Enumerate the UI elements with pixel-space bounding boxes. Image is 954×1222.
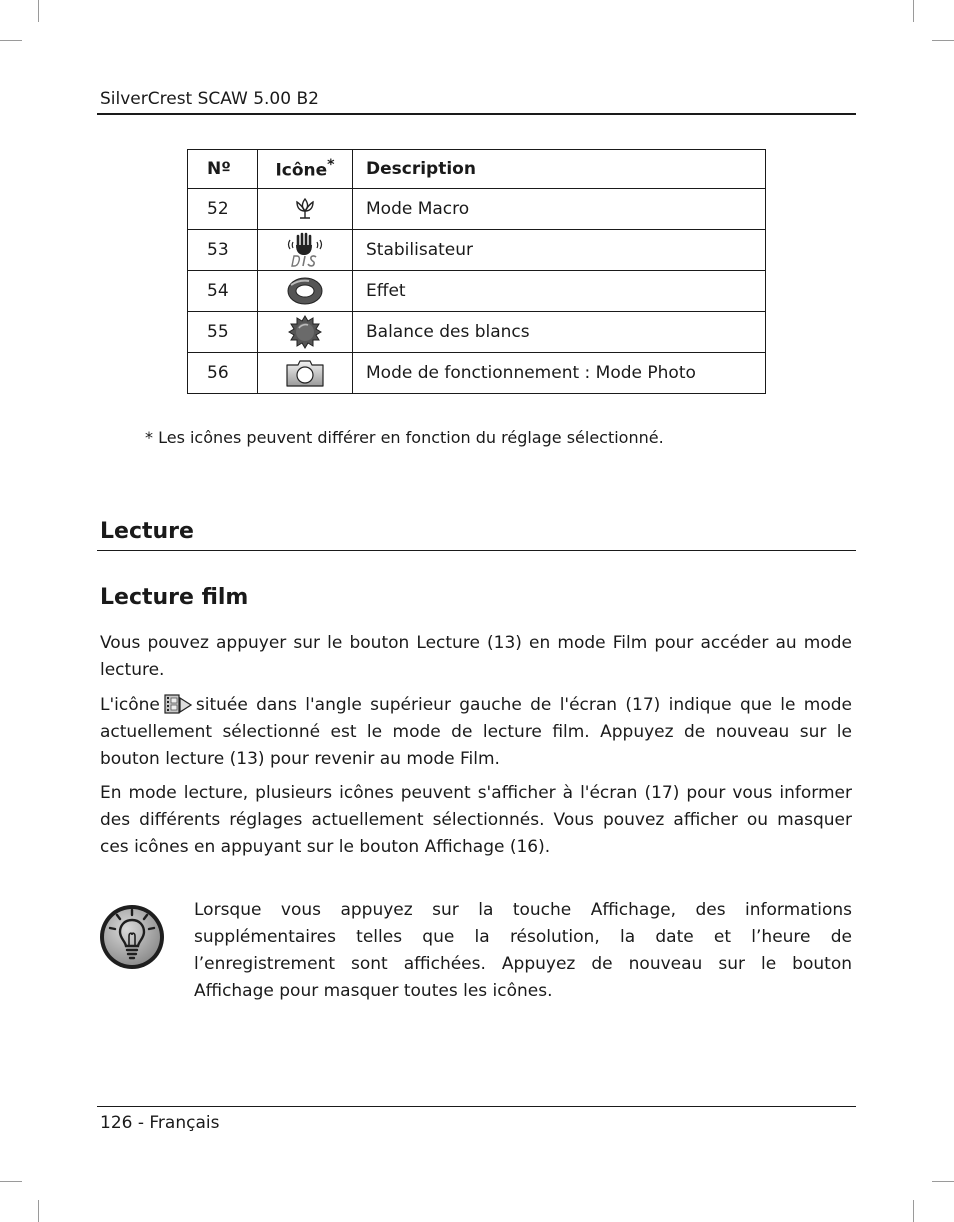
macro-icon xyxy=(290,195,320,223)
crop-mark xyxy=(913,0,914,22)
column-header-number: Nº xyxy=(188,150,258,189)
crop-mark xyxy=(38,1200,39,1222)
subsection-heading: Lecture film xyxy=(100,585,249,610)
table-row xyxy=(188,230,766,271)
column-header-icon-mark: * xyxy=(327,157,335,174)
crop-mark xyxy=(932,40,954,41)
table-header-row xyxy=(188,150,766,189)
lightbulb-icon xyxy=(97,902,167,972)
row-number: 54 xyxy=(188,271,258,312)
effect-icon xyxy=(285,275,325,307)
column-header-description: Description xyxy=(353,150,766,189)
stabilizer-icon xyxy=(285,232,325,268)
page-number: 126 - Français xyxy=(100,1113,220,1133)
footer-rule xyxy=(97,1106,856,1107)
section-rule xyxy=(97,550,856,551)
row-number: 52 xyxy=(188,189,258,230)
table-footnote: * Les icônes peuvent différer en fonction du réglage sélectionné. xyxy=(145,428,664,447)
paragraph-text: L'icône xyxy=(100,695,160,715)
row-number: 56 xyxy=(188,353,258,394)
table-row xyxy=(188,189,766,230)
row-description: Effet xyxy=(353,271,766,312)
icon-table xyxy=(187,149,766,394)
row-description: Balance des blancs xyxy=(353,312,766,353)
table-row xyxy=(188,312,766,353)
film-playback-icon xyxy=(164,694,192,714)
paragraph-text: située dans l'angle supérieur gauche de l'écran (17) indique que le mode actuellement sélectionné est le mode de lecture film. Appuyez de nouveau sur le bouton lecture (13) pour revenir au mode Film. xyxy=(100,695,852,769)
column-header-icon xyxy=(258,150,353,189)
row-number: 53 xyxy=(188,230,258,271)
row-number: 55 xyxy=(188,312,258,353)
section-heading: Lecture xyxy=(100,519,194,544)
crop-mark xyxy=(0,1181,22,1182)
white-balance-icon xyxy=(288,315,322,349)
paragraph: Vous pouvez appuyer sur le bouton Lecture (13) en mode Film pour accéder au mode lecture. xyxy=(100,633,852,680)
header-rule xyxy=(97,113,856,115)
table-row xyxy=(188,353,766,394)
crop-mark xyxy=(913,1200,914,1222)
crop-mark xyxy=(932,1181,954,1182)
paragraph: En mode lecture, plusieurs icônes peuvent s'afficher à l'écran (17) pour vous informer des différents réglages actuellement sélectionnés. Vous pouvez afficher ou masquer ces icônes en appuyant sur le bouton Affichage (16). xyxy=(100,783,852,857)
row-description: Mode Macro xyxy=(353,189,766,230)
table-row xyxy=(188,271,766,312)
row-description: Mode de fonctionnement : Mode Photo xyxy=(353,353,766,394)
paragraph xyxy=(100,692,852,773)
running-header: SilverCrest SCAW 5.00 B2 xyxy=(100,89,319,109)
crop-mark xyxy=(0,40,22,41)
row-description: Stabilisateur xyxy=(353,230,766,271)
photo-mode-icon xyxy=(284,358,326,388)
crop-mark xyxy=(38,0,39,22)
column-header-icon-label: Icône xyxy=(275,160,328,181)
tip-text: Lorsque vous appuyez sur la touche Affichage, des informations supplémentaires telles que la résolution, la date et l’heure de l’enregistrement sont affichées. Appuyez de nouveau sur le bouton Affichage pour masquer toutes les icônes. xyxy=(194,900,852,1001)
